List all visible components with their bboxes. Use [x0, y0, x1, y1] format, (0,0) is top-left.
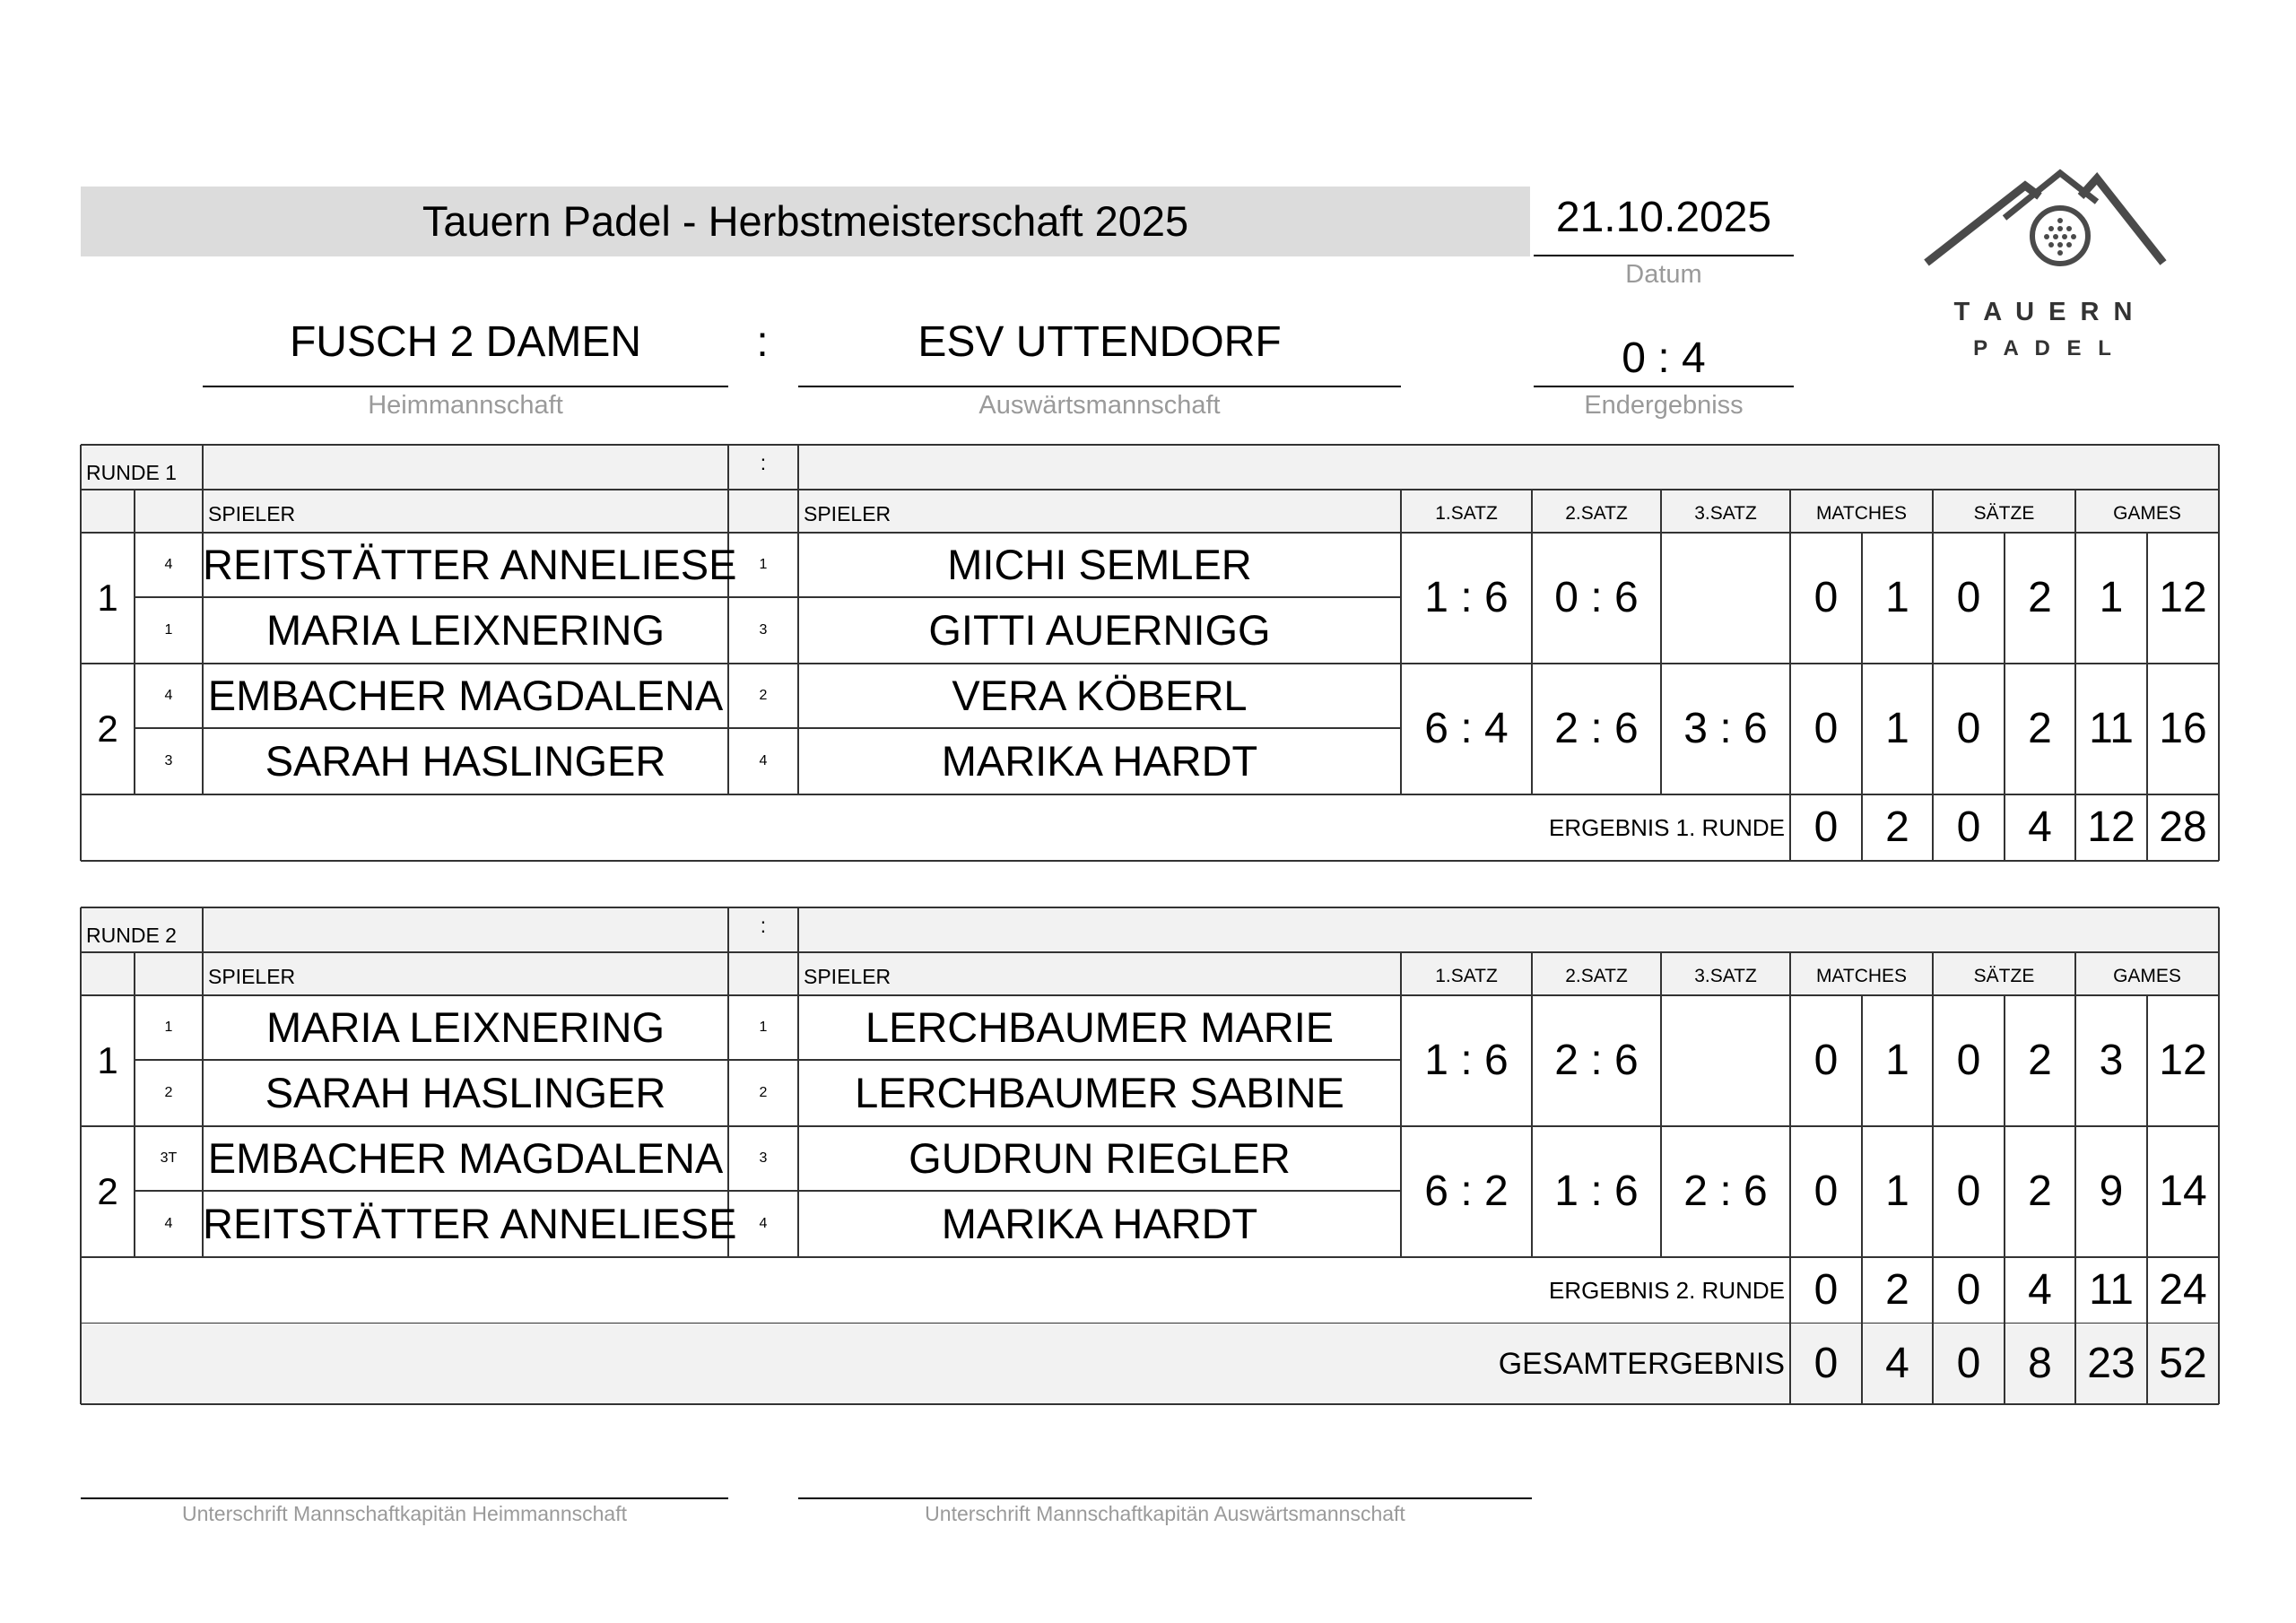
- stat-value: 16: [2159, 705, 2207, 752]
- round-result-value: 4: [2028, 1266, 2052, 1314]
- stat-value: 2: [2028, 705, 2052, 752]
- stat-value: 12: [2159, 574, 2207, 621]
- saetze-header: SÄTZE: [1973, 503, 2035, 524]
- stat-value: 3: [2099, 1037, 2124, 1084]
- set-score: 6 : 4: [1424, 705, 1509, 752]
- round-colon: :: [760, 451, 767, 474]
- page-title: Tauern Padel - Herbstmeisterschaft 2025: [422, 197, 1189, 245]
- player-header-home: SPIELER: [208, 965, 296, 988]
- set-score: 1 : 6: [1424, 574, 1509, 621]
- match-number: 1: [97, 577, 118, 619]
- home-player-name: SARAH HASLINGER: [265, 737, 666, 785]
- date-value: 21.10.2025: [1555, 194, 1772, 241]
- round-result-value: 12: [2087, 803, 2135, 851]
- stat-value: 1: [1885, 1167, 1909, 1215]
- away-signature-caption: Unterschrift Mannschaftkapitän Auswärtsmannschaft: [925, 1502, 1405, 1525]
- away-player-name: MARIKA HARDT: [941, 1200, 1258, 1247]
- round-result-value: 4: [2028, 803, 2052, 851]
- games-header: GAMES: [2113, 503, 2181, 524]
- home-player-name: MARIA LEIXNERING: [266, 606, 665, 654]
- set1-header: 1.SATZ: [1435, 966, 1498, 986]
- home-player-index: 4: [164, 688, 173, 703]
- stat-value: 14: [2159, 1167, 2207, 1215]
- away-player-name: GITTI AUERNIGG: [928, 606, 1271, 654]
- player-header-home: SPIELER: [208, 502, 296, 525]
- round-result-value: 0: [1813, 803, 1839, 851]
- matches-header: MATCHES: [1815, 503, 1908, 524]
- home-player-name: EMBACHER MAGDALENA: [207, 1134, 724, 1182]
- set-score: 2 : 6: [1683, 1167, 1768, 1215]
- set1-header: 1.SATZ: [1435, 503, 1498, 524]
- away-signature-line[interactable]: [798, 1497, 1532, 1499]
- away-player-name: VERA KÖBERL: [952, 672, 1248, 719]
- set3-header: 3.SATZ: [1694, 966, 1757, 986]
- final-score: 0 : 4: [1622, 334, 1706, 382]
- total-value: 23: [2087, 1340, 2135, 1387]
- home-player-index: 4: [164, 557, 173, 572]
- away-caption: Auswärtsmannschaft: [978, 391, 1221, 420]
- logo-line-2: P A D E L: [1973, 336, 2117, 360]
- away-player-index: 1: [759, 557, 768, 572]
- round-result-value: 24: [2159, 1266, 2207, 1314]
- away-player-name: LERCHBAUMER SABINE: [855, 1069, 1344, 1116]
- home-player-name: SARAH HASLINGER: [265, 1069, 666, 1116]
- home-caption: Heimmannschaft: [368, 391, 563, 420]
- round-label: RUNDE 1: [86, 461, 177, 484]
- away-player-index: 3: [759, 622, 768, 638]
- away-player-index: 3: [759, 1150, 768, 1166]
- round-colon: :: [760, 914, 767, 937]
- set-score: [1661, 533, 1790, 664]
- logo-line-1: T A U E R N: [1953, 298, 2136, 326]
- round-result-value: 2: [1885, 1266, 1909, 1314]
- stat-value: 11: [2089, 705, 2134, 752]
- total-value: 0: [1956, 1340, 1981, 1387]
- round-result-label: ERGEBNIS 1. RUNDE: [1549, 814, 1785, 841]
- stat-value: 1: [1885, 574, 1909, 621]
- stat-value: 0: [1813, 705, 1839, 752]
- match-number: 2: [97, 707, 118, 750]
- match-number: 1: [97, 1039, 118, 1081]
- stat-value: 1: [1885, 1037, 1909, 1084]
- round-result-value: 0: [1813, 1266, 1839, 1314]
- stat-value: 1: [1885, 705, 1909, 752]
- set2-header: 2.SATZ: [1565, 966, 1628, 986]
- away-player-name: MARIKA HARDT: [941, 737, 1258, 785]
- stat-value: 0: [1956, 1037, 1981, 1084]
- final-caption: Endergebniss: [1584, 391, 1744, 420]
- home-player-index: 3: [164, 753, 173, 768]
- round-result-label: ERGEBNIS 2. RUNDE: [1549, 1277, 1785, 1304]
- away-player-index: 1: [759, 1020, 768, 1035]
- away-player-name: MICHI SEMLER: [947, 541, 1252, 588]
- set-score: [1661, 995, 1790, 1126]
- stat-value: 9: [2099, 1167, 2124, 1215]
- total-value: 52: [2159, 1340, 2207, 1387]
- home-player-index: 2: [164, 1085, 173, 1100]
- round-label: RUNDE 2: [86, 924, 177, 947]
- away-player-index: 2: [759, 1085, 768, 1100]
- away-team: ESV UTTENDORF: [918, 318, 1282, 366]
- home-player-name: REITSTÄTTER ANNELIESE: [203, 541, 737, 588]
- team-separator: :: [756, 318, 769, 366]
- total-label: GESAMTERGEBNIS: [1498, 1347, 1785, 1381]
- home-player-name: EMBACHER MAGDALENA: [207, 672, 724, 719]
- set-score: 2 : 6: [1554, 1037, 1639, 1084]
- player-header-away: SPIELER: [804, 965, 891, 988]
- home-player-index: 1: [164, 1020, 173, 1035]
- stat-value: 2: [2028, 1167, 2052, 1215]
- set-score: 6 : 2: [1424, 1167, 1509, 1215]
- home-player-index: 3T: [160, 1150, 178, 1166]
- total-value: 4: [1885, 1340, 1909, 1387]
- games-header: GAMES: [2113, 966, 2181, 986]
- home-player-name: REITSTÄTTER ANNELIESE: [203, 1200, 737, 1247]
- stat-value: 0: [1813, 574, 1839, 621]
- home-signature-caption: Unterschrift Mannschaftkapitän Heimmannschaft: [182, 1502, 627, 1525]
- home-player-name: MARIA LEIXNERING: [266, 1003, 665, 1051]
- away-player-index: 4: [759, 1216, 768, 1231]
- home-signature-line[interactable]: [81, 1497, 728, 1499]
- player-header-away: SPIELER: [804, 502, 891, 525]
- round-result-value: 11: [2089, 1266, 2134, 1314]
- stat-value: 0: [1956, 574, 1981, 621]
- set-score: 0 : 6: [1554, 574, 1639, 621]
- away-player-index: 2: [759, 688, 768, 703]
- stat-value: 0: [1956, 1167, 1981, 1215]
- round-result-value: 28: [2159, 803, 2207, 851]
- round-result-value: 0: [1956, 803, 1981, 851]
- match-number: 2: [97, 1170, 118, 1212]
- set-score: 3 : 6: [1683, 705, 1768, 752]
- stat-value: 2: [2028, 1037, 2052, 1084]
- stat-value: 0: [1813, 1037, 1839, 1084]
- home-player-index: 1: [164, 622, 173, 638]
- stat-value: 0: [1956, 705, 1981, 752]
- stat-value: 12: [2159, 1037, 2207, 1084]
- away-player-name: LERCHBAUMER MARIE: [865, 1003, 1335, 1051]
- away-player-name: GUDRUN RIEGLER: [909, 1134, 1291, 1182]
- round-result-value: 0: [1956, 1266, 1981, 1314]
- set-score: 1 : 6: [1424, 1037, 1509, 1084]
- home-player-index: 4: [164, 1216, 173, 1231]
- set-score: 2 : 6: [1554, 705, 1639, 752]
- stat-value: 2: [2028, 574, 2052, 621]
- stat-value: 0: [1813, 1167, 1839, 1215]
- saetze-header: SÄTZE: [1973, 966, 2035, 986]
- round-result-value: 2: [1885, 803, 1909, 851]
- set-score: 1 : 6: [1554, 1167, 1639, 1215]
- total-value: 8: [2028, 1340, 2052, 1387]
- set3-header: 3.SATZ: [1694, 503, 1757, 524]
- home-team: FUSCH 2 DAMEN: [289, 318, 642, 366]
- date-caption: Datum: [1625, 260, 1702, 289]
- stat-value: 1: [2099, 574, 2124, 621]
- matches-header: MATCHES: [1815, 966, 1908, 986]
- set2-header: 2.SATZ: [1565, 503, 1628, 524]
- total-value: 0: [1813, 1340, 1839, 1387]
- away-player-index: 4: [759, 753, 768, 768]
